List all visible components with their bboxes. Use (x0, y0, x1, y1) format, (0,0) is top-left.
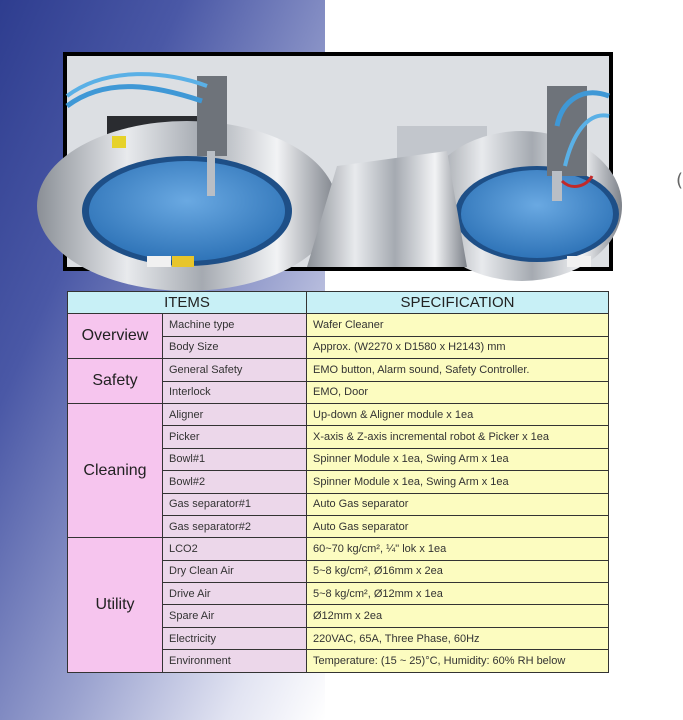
spec-cell: 5~8 kg/cm², Ø16mm x 2ea (307, 560, 609, 582)
item-cell: Picker (163, 426, 307, 448)
group-safety: Safety (68, 359, 163, 404)
items-header: ITEMS (68, 292, 307, 314)
spec-cell: Ø12mm x 2ea (307, 605, 609, 627)
spec-cell: EMO, Door (307, 381, 609, 403)
spec-cell: Auto Gas separator (307, 515, 609, 537)
group-cleaning: Cleaning (68, 403, 163, 537)
spec-cell: X-axis & Z-axis incremental robot & Picker x 1ea (307, 426, 609, 448)
table-row (68, 314, 609, 336)
spec-cell: 220VAC, 65A, Three Phase, 60Hz (307, 627, 609, 649)
spec-cell: Temperature: (15 ~ 25)°C, Humidity: 60% RH below (307, 650, 609, 672)
item-cell: LCO2 (163, 538, 307, 560)
item-cell: Aligner (163, 403, 307, 425)
item-cell: Bowl#2 (163, 471, 307, 493)
wafer-cleaner-photo (67, 56, 609, 267)
spec-cell: Spinner Module x 1ea, Swing Arm x 1ea (307, 471, 609, 493)
spec-cell: 5~8 kg/cm², Ø12mm x 1ea (307, 583, 609, 605)
table-header-row (68, 292, 609, 314)
table-row (68, 403, 609, 425)
item-cell: Dry Clean Air (163, 560, 307, 582)
item-cell: Gas separator#1 (163, 493, 307, 515)
spec-cell: Wafer Cleaner (307, 314, 609, 336)
item-cell: Body Size (163, 336, 307, 358)
machine-photo-frame (63, 52, 613, 271)
spec-cell: Up-down & Aligner module x 1ea (307, 403, 609, 425)
spec-cell: Auto Gas separator (307, 493, 609, 515)
spec-cell: EMO button, Alarm sound, Safety Controller. (307, 359, 609, 381)
specification-header: SPECIFICATION (307, 292, 609, 314)
specification-table (67, 291, 609, 673)
table-row (68, 359, 609, 381)
item-cell: Spare Air (163, 605, 307, 627)
table-row (68, 538, 609, 560)
item-cell: Electricity (163, 627, 307, 649)
wafer-cleaner-illustration (67, 56, 609, 267)
item-cell: Drive Air (163, 583, 307, 605)
item-cell: Interlock (163, 381, 307, 403)
item-cell: Gas separator#2 (163, 515, 307, 537)
item-cell: General Safety (163, 359, 307, 381)
group-utility: Utility (68, 538, 163, 672)
edge-glyph: ( (676, 170, 683, 191)
item-cell: Environment (163, 650, 307, 672)
group-overview: Overview (68, 314, 163, 359)
spec-cell: 60~70 kg/cm², ¼" lok x 1ea (307, 538, 609, 560)
spec-cell: Approx. (W2270 x D1580 x H2143) mm (307, 336, 609, 358)
spec-cell: Spinner Module x 1ea, Swing Arm x 1ea (307, 448, 609, 470)
item-cell: Bowl#1 (163, 448, 307, 470)
item-cell: Machine type (163, 314, 307, 336)
